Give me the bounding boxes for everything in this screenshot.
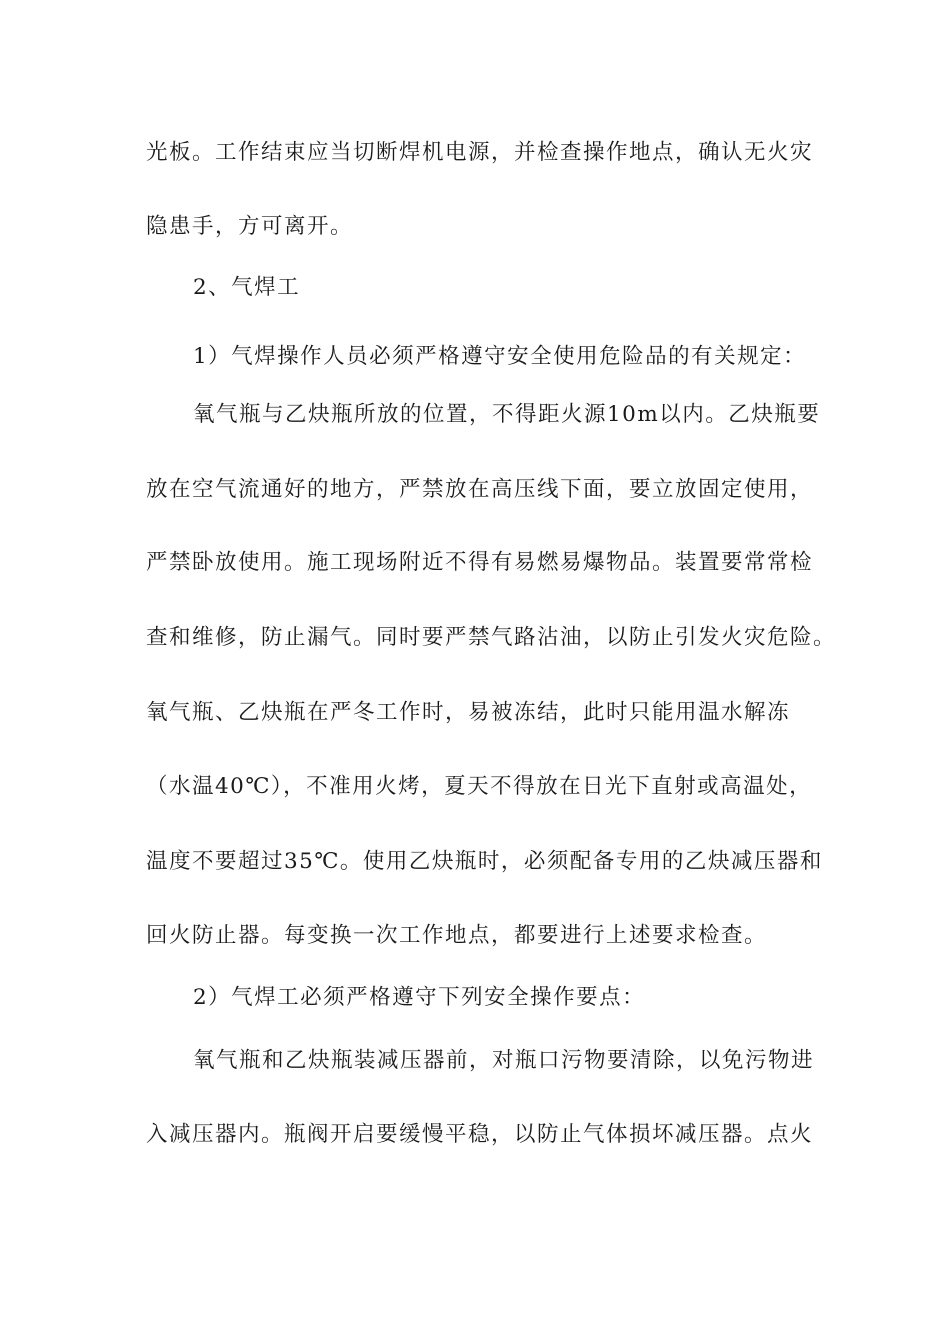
paragraph-line: 入减压器内。瓶阀开启要缓慢平稳，以防止气体损坏减压器。点火 bbox=[146, 1122, 814, 1147]
paragraph-line: 查和维修，防止漏气。同时要严禁气路沾油，以防止引发火灾危险。 bbox=[146, 625, 837, 650]
paragraph-line: 氧气瓶与乙炔瓶所放的位置，不得距火源10m以内。乙炔瓶要 bbox=[193, 402, 821, 427]
paragraph-line: 光板。工作结束应当切断焊机电源，并检查操作地点，确认无火灾 bbox=[146, 140, 814, 165]
paragraph-line: 隐患手，方可离开。 bbox=[146, 214, 354, 239]
paragraph-line: 温度不要超过35℃。使用乙炔瓶时，必须配备专用的乙炔减压器和 bbox=[146, 849, 823, 874]
paragraph-line: 氧气瓶和乙炔瓶装减压器前，对瓶口污物要清除，以免污物进 bbox=[193, 1048, 815, 1073]
paragraph-line: 氧气瓶、乙炔瓶在严冬工作时，易被冻结，此时只能用温水解冻 bbox=[146, 700, 791, 725]
paragraph-line: 放在空气流通好的地方，严禁放在高压线下面，要立放固定使用， bbox=[146, 477, 814, 502]
subsection-heading: 1）气焊操作人员必须严格遵守安全使用危险品的有关规定： bbox=[193, 344, 807, 369]
paragraph-line: （水温40℃），不准用火烤，夏天不得放在日光下直射或高温处， bbox=[146, 774, 813, 799]
paragraph-line: 严禁卧放使用。施工现场附近不得有易燃易爆物品。装置要常常检 bbox=[146, 550, 814, 575]
subsection-heading: 2）气焊工必须严格遵守下列安全操作要点： bbox=[193, 985, 646, 1010]
section-heading: 2、气焊工 bbox=[193, 275, 301, 300]
paragraph-line: 回火防止器。每变换一次工作地点，都要进行上述要求检查。 bbox=[146, 923, 768, 948]
